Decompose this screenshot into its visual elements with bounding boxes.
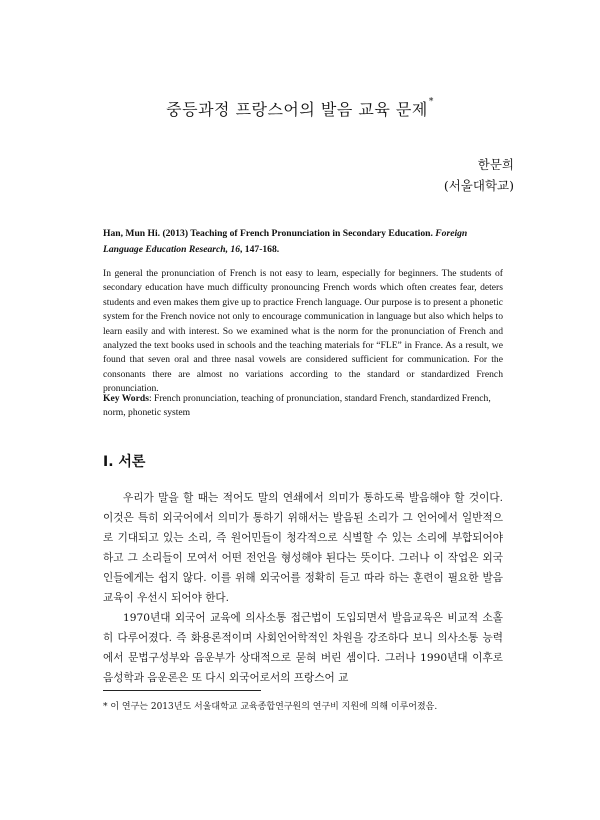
keywords-text: : French pronunciation, teaching of pronunciation, standard French, standardized French, norm, phonetic system bbox=[103, 393, 491, 418]
keywords bbox=[103, 392, 503, 420]
citation-lead: Han, Mun Hi. (2013) Teaching of French Pronunciation in Secondary Education. bbox=[103, 228, 433, 239]
citation bbox=[103, 226, 503, 258]
abstract: In general the pronunciation of French is not easy to learn, especially for beginners. The students of secondary education have much difficulty pronouncing French words which often creates fear, deters students and even makes them give up to practice French language. Our purpose is to present a phonetic system for the French novice not only to encourage communication in language but also which helps to learn easily and with interest. So we examined what is the norm for the pronunciation of French and analyzed the text books used in schools and the teaching materials for “FLE” in France. As a result, we found that seven oral and three nasal vowels are considered sufficient for communication. For the consonants there are almost no variations according to the standard or standardized French pronunciation. bbox=[103, 268, 503, 395]
citation-journal: Foreign Language Education Research, 16 bbox=[103, 228, 468, 255]
body-paragraph: 1970년대 외국어 교육에 의사소통 접근법이 도입되면서 발음교육은 비교적 소홀히 다루어졌다. 즉 화용론적이며 사회언어학적인 차원을 강조하다 보니 의사소통 능력에서 문법구성부와 음운부가 상대적으로 묻혀 버린 셈이다. 그러나 1990년대 이후로 음성학과 음운론은 또 다시 외국어로서의 프랑스어 교 bbox=[103, 612, 503, 684]
author-affiliation: (서울대학교) bbox=[443, 178, 514, 193]
keywords-label: Key Words bbox=[103, 393, 149, 404]
section-heading: Ⅰ. 서론 bbox=[103, 454, 146, 470]
citation-pages: , 147-168. bbox=[240, 244, 280, 255]
author-name: 한문희 bbox=[477, 157, 514, 172]
paper-title-text: 중등과정 프랑스어의 발음 교육 문제 bbox=[166, 100, 428, 119]
paper-title bbox=[0, 97, 600, 120]
body-text bbox=[103, 488, 503, 688]
author-block bbox=[444, 154, 514, 196]
footnote: * 이 연구는 2013년도 서울대학교 교육종합연구원의 연구비 지원에 의해 이루어졌음. bbox=[103, 702, 438, 712]
body-paragraph: 우리가 말을 할 때는 적어도 말의 연쇄에서 의미가 통하도록 발음해야 할 것이다. 이것은 특히 외국어에서 의미가 통하기 위해서는 발음된 소리가 그 언어에서 일반적으로 기대되고 있는 소리, 즉 원어민들이 청각적으로 식별할 수 있는 소리에 부합되어야 하고 그 소리들이 모여서 어떤 전언을 형성해야 된다는 뜻이다. 그러나 이 작업은 외국인들에게는 쉽지 않다. 이를 위해 외국어를 정확히 듣고 따라 하는 훈련이 필요한 발음교육이 우선시 되어야 한다. bbox=[103, 492, 503, 604]
title-footnote-marker: * bbox=[428, 97, 434, 107]
footnote-divider bbox=[103, 690, 261, 691]
